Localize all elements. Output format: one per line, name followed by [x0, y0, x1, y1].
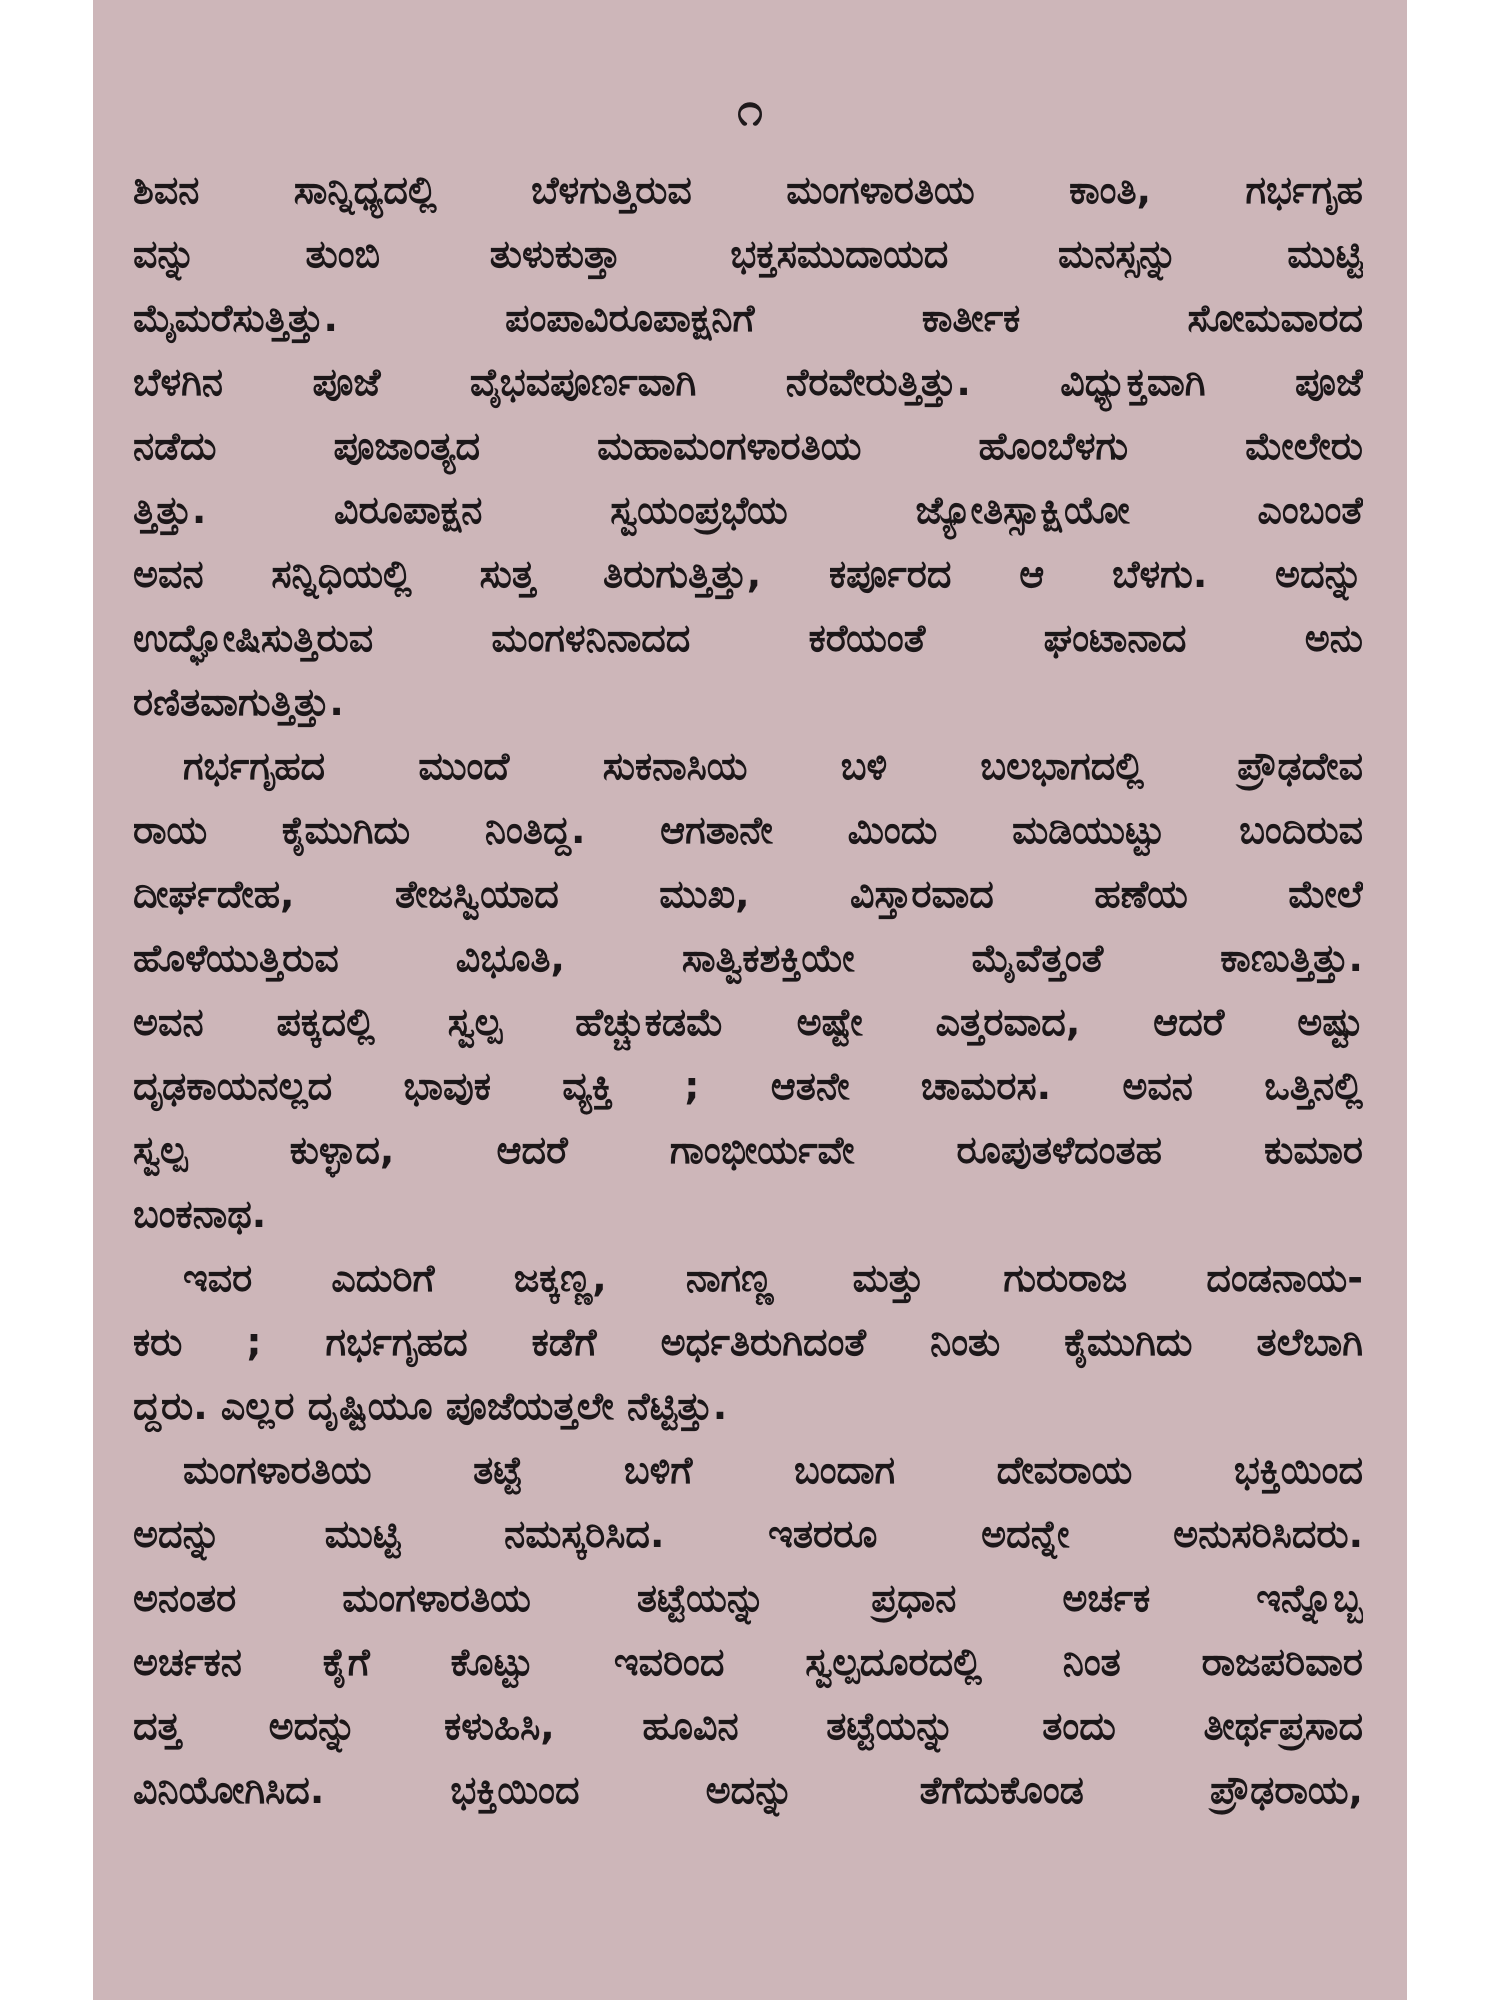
- text-line: ಬೆಳಗಿನ ಪೂಜೆ ವೈಭವಪೂರ್ಣವಾಗಿ ನೆರವೇರುತ್ತಿತ್ತು. ವಿಧ್ಯುಕ್ತವಾಗಿ ಪೂಜೆ: [133, 360, 1363, 404]
- text-line: ಮಂಗಳಾರತಿಯ ತಟ್ಟೆ ಬಳಿಗೆ ಬಂದಾಗ ದೇವರಾಯ ಭಕ್ತಿಯಿಂದ: [183, 1448, 1363, 1492]
- book-page: [93, 0, 1407, 2000]
- page-number: ೧: [737, 82, 763, 136]
- text-line: ರಾಯ ಕೈಮುಗಿದು ನಿಂತಿದ್ದ. ಆಗತಾನೇ ಮಿಂದು ಮಡಿಯುಟ್ಟು ಬಂದಿರುವ: [133, 808, 1363, 852]
- text-line: ವನ್ನು ತುಂಬಿ ತುಳುಕುತ್ತಾ ಭಕ್ತಸಮುದಾಯದ ಮನಸ್ಸನ್ನು ಮುಟ್ಟಿ: [133, 232, 1363, 276]
- text-line: ಉದ್ಘೋಷಿಸುತ್ತಿರುವ ಮಂಗಳನಿನಾದದ ಕರೆಯಂತೆ ಘಂಟಾನಾದ ಅನು: [133, 616, 1363, 660]
- text-line: ದ್ದರು. ಎಲ್ಲರ ದೃಷ್ಟಿಯೂ ಪೂಜೆಯತ್ತಲೇ ನೆಟ್ಟಿತ್ತು.: [133, 1384, 728, 1428]
- text-line: ವಿನಿಯೋಗಿಸಿದ. ಭಕ್ತಿಯಿಂದ ಅದನ್ನು ತೆಗೆದುಕೊಂಡ ಪ್ರೌಢರಾಯ,: [133, 1768, 1363, 1812]
- text-line: ಬಂಕನಾಥ.: [133, 1192, 267, 1236]
- text-line: ಮೈಮರೆಸುತ್ತಿತ್ತು. ಪಂಪಾವಿರೂಪಾಕ್ಷನಿಗೆ ಕಾರ್ತೀಕ ಸೋಮವಾರದ: [133, 296, 1363, 340]
- text-line: ಅರ್ಚಕನ ಕೈಗೆ ಕೊಟ್ಟು ಇವರಿಂದ ಸ್ವಲ್ಪದೂರದಲ್ಲಿ ನಿಂತ ರಾಜಪರಿವಾರ: [133, 1640, 1363, 1684]
- text-line: ಇವರ ಎದುರಿಗೆ ಜಕ್ಕಣ್ಣ, ನಾಗಣ್ಣ ಮತ್ತು ಗುರುರಾಜ ದಂಡನಾಯ-: [183, 1256, 1363, 1300]
- text-line: ಅವನ ಪಕ್ಕದಲ್ಲಿ ಸ್ವಲ್ಪ ಹೆಚ್ಚುಕಡಮೆ ಅಷ್ಟೇ ಎತ್ತರವಾದ, ಆದರೆ ಅಷ್ಟು: [133, 1000, 1363, 1044]
- text-line: ಗರ್ಭಗೃಹದ ಮುಂದೆ ಸುಕನಾಸಿಯ ಬಳಿ ಬಲಭಾಗದಲ್ಲಿ ಪ್ರೌಢದೇವ: [183, 744, 1363, 788]
- text-line: ತ್ತಿತ್ತು. ವಿರೂಪಾಕ್ಷನ ಸ್ವಯಂಪ್ರಭೆಯ ಜ್ಯೋತಿಸ್ಸಾಕ್ಷಿಯೋ ಎಂಬಂತೆ: [133, 488, 1363, 532]
- text-line: ದೀರ್ಘದೇಹ, ತೇಜಸ್ವಿಯಾದ ಮುಖ, ವಿಸ್ತಾರವಾದ ಹಣೆಯ ಮೇಲೆ: [133, 872, 1363, 916]
- text-line: ಸ್ವಲ್ಪ ಕುಳ್ಳಾದ, ಆದರೆ ಗಾಂಭೀರ್ಯವೇ ರೂಪುತಳೆದಂತಹ ಕುಮಾರ: [133, 1128, 1363, 1172]
- text-line: ಅವನ ಸನ್ನಿಧಿಯಲ್ಲಿ ಸುತ್ತ ತಿರುಗುತ್ತಿತ್ತು, ಕರ್ಪೂರದ ಆ ಬೆಳಗು. ಅದನ್ನು: [133, 552, 1363, 596]
- text-line: ಶಿವನ ಸಾನ್ನಿಧ್ಯದಲ್ಲಿ ಬೆಳಗುತ್ತಿರುವ ಮಂಗಳಾರತಿಯ ಕಾಂತಿ, ಗರ್ಭಗೃಹ: [133, 168, 1363, 212]
- text-line: ಹೊಳೆಯುತ್ತಿರುವ ವಿಭೂತಿ, ಸಾತ್ವಿಕಶಕ್ತಿಯೇ ಮೈವೆತ್ತಂತೆ ಕಾಣುತ್ತಿತ್ತು.: [133, 936, 1363, 980]
- text-line: ದತ್ತ ಅದನ್ನು ಕಳುಹಿಸಿ, ಹೂವಿನ ತಟ್ಟೆಯನ್ನು ತಂದು ತೀರ್ಥಪ್ರಸಾದ: [133, 1704, 1363, 1748]
- text-line: ಅನಂತರ ಮಂಗಳಾರತಿಯ ತಟ್ಟೆಯನ್ನು ಪ್ರಧಾನ ಅರ್ಚಕ ಇನ್ನೊಬ್ಬ: [133, 1576, 1363, 1620]
- text-line: ರಣಿತವಾಗುತ್ತಿತ್ತು.: [133, 680, 344, 724]
- text-line: ದೃಢಕಾಯನಲ್ಲದ ಭಾವುಕ ವ್ಯಕ್ತಿ ; ಆತನೇ ಚಾಮರಸ. ಅವನ ಒತ್ತಿನಲ್ಲಿ: [133, 1064, 1363, 1108]
- text-line: ನಡೆದು ಪೂಜಾಂತ್ಯದ ಮಹಾಮಂಗಳಾರತಿಯ ಹೊಂಬೆಳಗು ಮೇಲೇರು: [133, 424, 1363, 468]
- body-text: [133, 158, 1363, 1822]
- text-line: ಕರು ; ಗರ್ಭಗೃಹದ ಕಡೆಗೆ ಅರ್ಧತಿರುಗಿದಂತೆ ನಿಂತು ಕೈಮುಗಿದು ತಲೆಬಾಗಿ: [133, 1320, 1363, 1364]
- text-line: ಅದನ್ನು ಮುಟ್ಟಿ ನಮಸ್ಕರಿಸಿದ. ಇತರರೂ ಅದನ್ನೇ ಅನುಸರಿಸಿದರು.: [133, 1512, 1363, 1556]
